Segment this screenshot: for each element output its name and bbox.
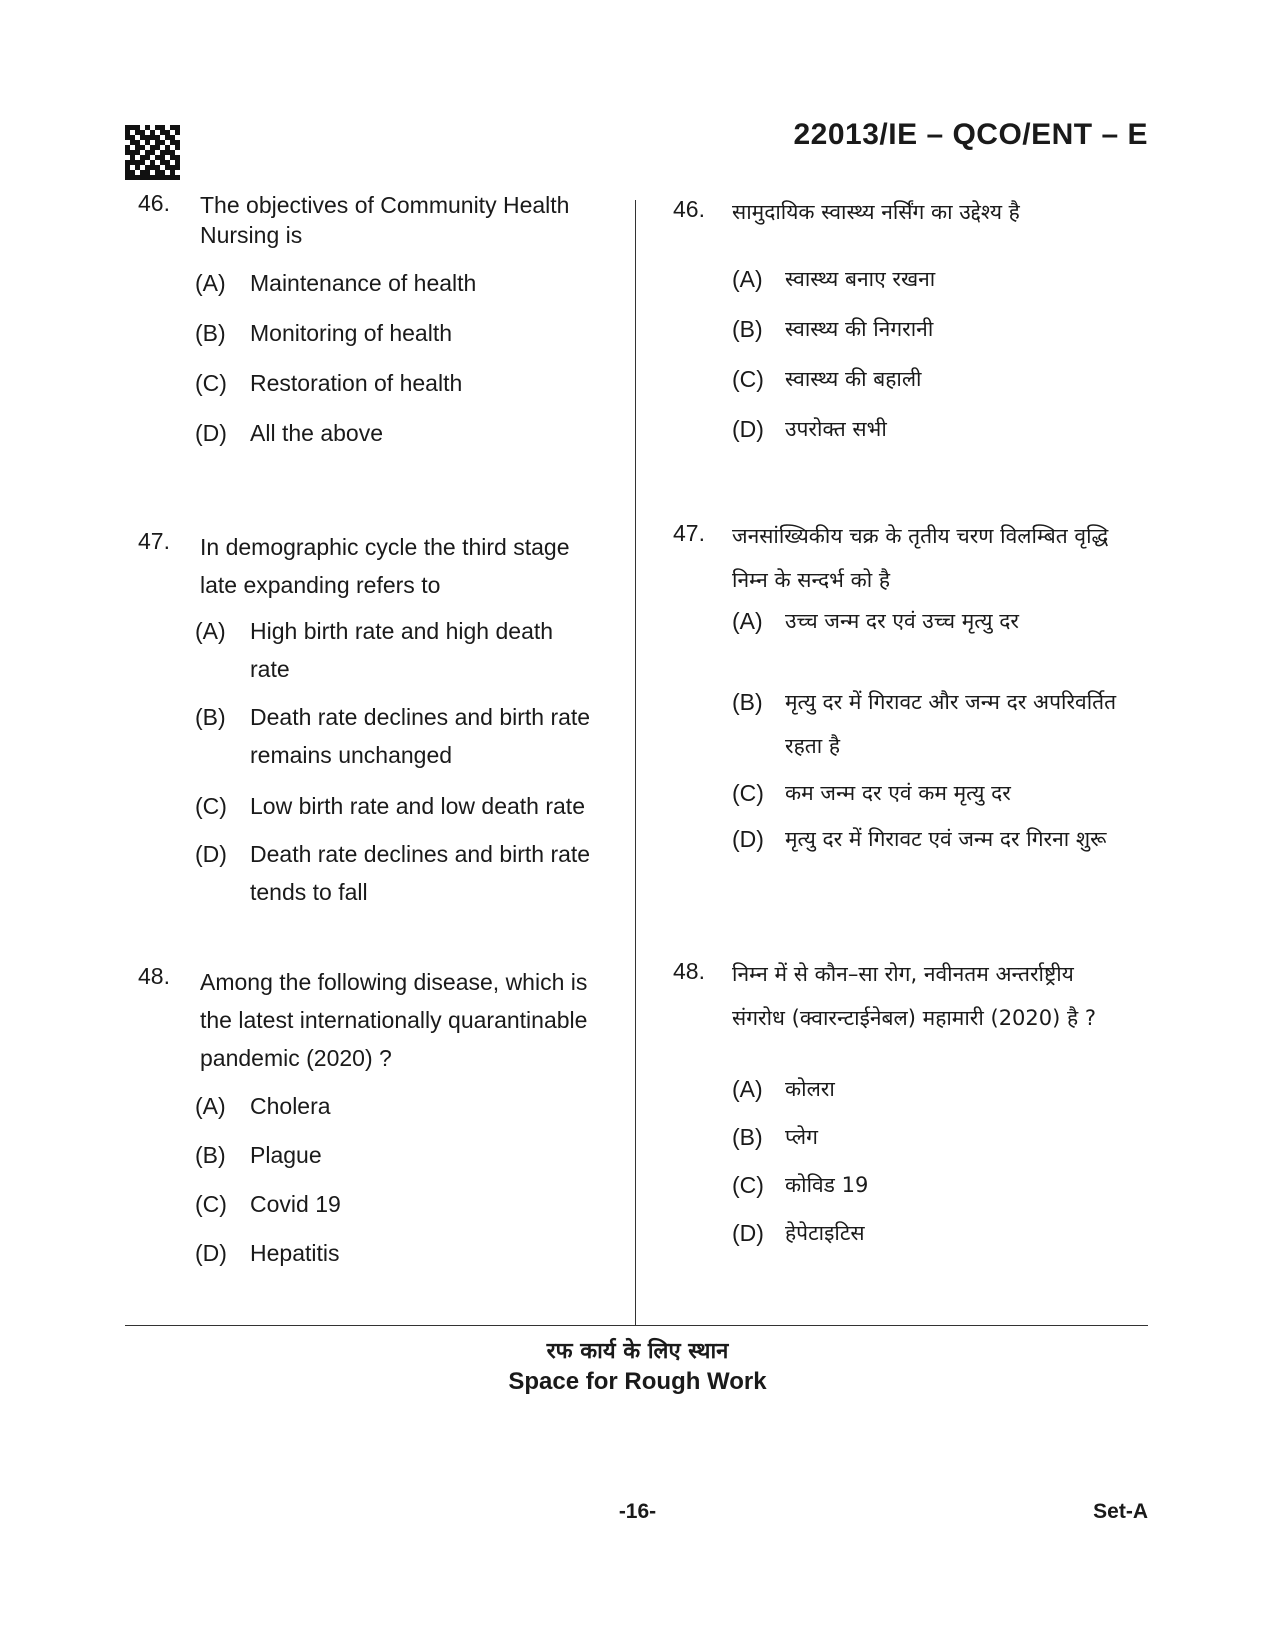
option-b[interactable]: (B) मृत्यु दर में गिरावट और जन्म दर अपरिवर्तित रहता है <box>732 689 1117 758</box>
option-a[interactable]: (A) उच्च जन्म दर एवं उच्च मृत्यु दर <box>732 608 1019 634</box>
option-a[interactable]: (A) Cholera <box>195 1093 331 1119</box>
question-line: The objectives of Community Health <box>200 192 570 218</box>
question-text <box>200 528 615 604</box>
question-text <box>732 952 1155 1040</box>
column-divider <box>635 200 636 1325</box>
question-48-hi <box>660 952 1155 1252</box>
question-line: Among the following disease, which is <box>200 969 588 995</box>
question-line: संगरोध (क्वारन्टाईनेबल) महामारी (2020) है ? <box>732 1006 1096 1030</box>
question-text <box>732 190 1155 234</box>
english-column <box>125 190 615 1272</box>
paper-code: 22013/IE – QCO/ENT – E <box>793 118 1148 151</box>
option-b[interactable]: (B) Plague <box>195 1142 322 1168</box>
question-text <box>200 190 615 250</box>
question-line: pandemic (2020) ? <box>200 1045 392 1071</box>
option-b[interactable]: (B) Monitoring of health <box>195 320 453 346</box>
question-text <box>732 514 1155 602</box>
option-a[interactable]: (A) Maintenance of health <box>195 270 477 296</box>
option-d[interactable]: (D) उपरोक्त सभी <box>732 416 887 442</box>
question-48-en <box>125 963 615 1272</box>
question-line: Nursing is <box>200 222 303 248</box>
option-a[interactable]: (A) High birth rate and high death rate <box>195 618 554 682</box>
rough-work-heading-hindi: रफ कार्य के लिए स्थान <box>546 1339 729 1364</box>
question-line: late expanding refers to <box>200 572 441 598</box>
option-b[interactable]: (B) स्वास्थ्य की निगरानी <box>732 316 934 342</box>
question-number: 46. <box>138 190 170 216</box>
qr-code <box>125 125 180 180</box>
page-number: -16- <box>618 1500 657 1523</box>
option-d[interactable]: (D) Hepatitis <box>195 1240 340 1266</box>
option-d[interactable]: (D) हेपेटाइटिस <box>732 1220 865 1246</box>
question-text <box>200 963 615 1077</box>
set-label: Set-A <box>1093 1500 1148 1523</box>
question-line: निम्न के सन्दर्भ को है <box>732 568 890 592</box>
option-c[interactable]: (C) स्वास्थ्य की बहाली <box>732 366 922 392</box>
question-number: 48. <box>138 963 170 989</box>
question-47-en <box>125 528 615 911</box>
option-a[interactable]: (A) स्वास्थ्य बनाए रखना <box>732 266 936 292</box>
question-number: 48. <box>673 958 705 984</box>
question-46-en <box>125 190 615 452</box>
option-b[interactable]: (B) Death rate declines and birth rate remains unchanged <box>195 704 591 768</box>
rough-work-heading: Space for Rough Work <box>508 1368 767 1395</box>
question-number: 46. <box>673 196 705 222</box>
question-line: the latest internationally quarantinable <box>200 1007 588 1033</box>
option-c[interactable]: (C) Restoration of health <box>195 370 463 396</box>
option-c[interactable]: (C) Covid 19 <box>195 1191 341 1217</box>
option-d[interactable]: (D) मृत्यु दर में गिरावट एवं जन्म दर गिरना शुरू <box>732 826 1107 852</box>
question-46-hi <box>660 190 1155 448</box>
question-number: 47. <box>673 520 705 546</box>
question-line: जनसांख्यिकीय चक्र के तृतीय चरण विलम्बित वृद्धि <box>732 524 1109 548</box>
option-a[interactable]: (A) कोलरा <box>732 1076 835 1102</box>
question-line: सामुदायिक स्वास्थ्य नर्सिंग का उद्देश्य है <box>732 200 1020 224</box>
option-d[interactable]: (D) Death rate declines and birth rate tends to fall <box>195 841 591 905</box>
question-line: निम्न में से कौन–सा रोग, नवीनतम अन्तर्राष्ट्रीय <box>732 962 1074 986</box>
option-c[interactable]: (C) कम जन्म दर एवं कम मृत्यु दर <box>732 780 1011 806</box>
option-d[interactable]: (D) All the above <box>195 420 383 446</box>
question-47-hi <box>660 514 1155 858</box>
option-b[interactable]: (B) प्लेग <box>732 1124 818 1150</box>
question-number: 47. <box>138 528 170 554</box>
option-c[interactable]: (C) कोविड 19 <box>732 1172 869 1198</box>
rough-work-divider <box>125 1325 1148 1326</box>
option-c[interactable]: (C) Low birth rate and low death rate <box>195 793 585 819</box>
hindi-column <box>660 190 1155 1252</box>
question-line: In demographic cycle the third stage <box>200 534 570 560</box>
